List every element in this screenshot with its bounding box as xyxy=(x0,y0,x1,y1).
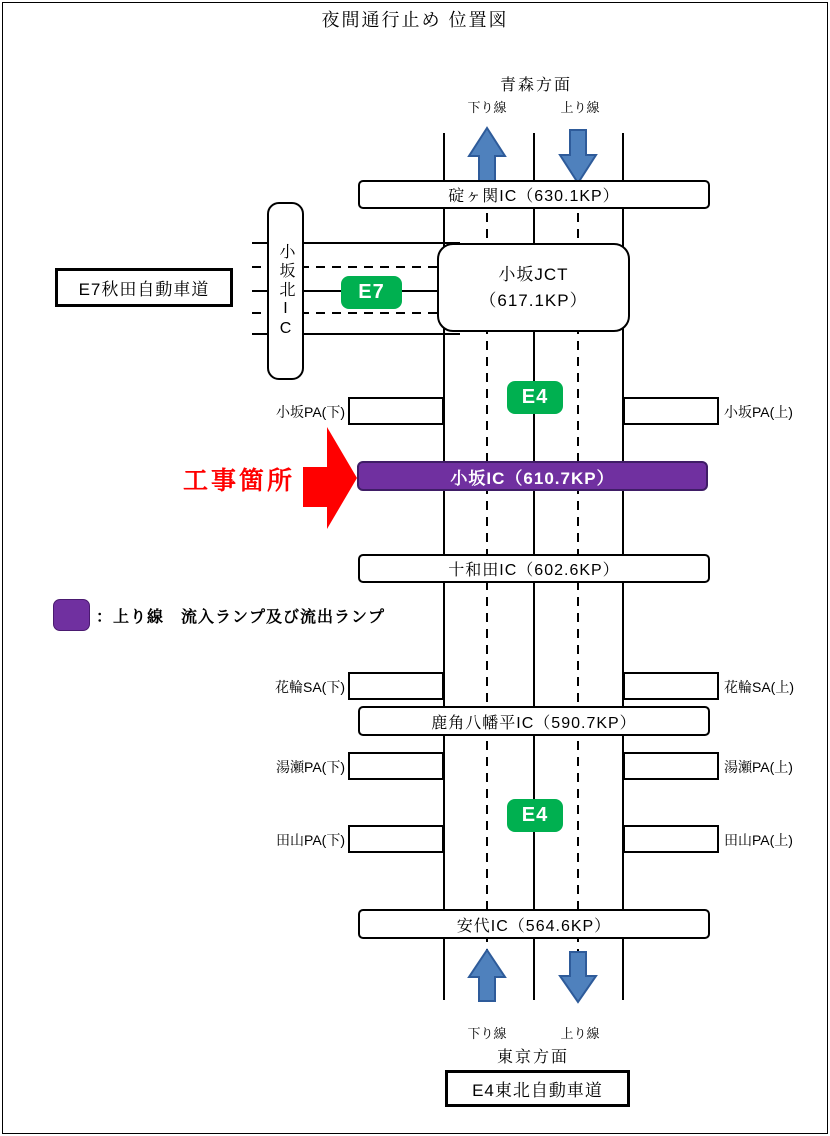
jct-kp: （617.1KP） xyxy=(479,290,588,310)
pa-box-kosaka-up xyxy=(623,397,719,425)
up-arrow-icon-top xyxy=(469,128,505,181)
jct-box-kosaka xyxy=(437,243,630,332)
route-badge-e4-south: E4 xyxy=(507,799,563,832)
top-down-line-label: 下り線 xyxy=(467,100,507,115)
pa-label-tayama-up: 田山PA(上) xyxy=(724,832,793,848)
closed-ic-box-kosaka: 小坂IC（610.7KP） xyxy=(357,461,708,491)
bottom-down-line-label: 下り線 xyxy=(467,1026,507,1041)
pa-label-kosaka-up: 小坂PA(上) xyxy=(724,404,793,420)
up-arrow-icon-bottom xyxy=(469,950,505,1001)
ic-box-kosakakita xyxy=(267,202,304,380)
down-arrow-icon-top xyxy=(560,130,596,183)
pa-box-kosaka-down xyxy=(348,397,444,425)
pa-label-yuze-up: 湯瀬PA(上) xyxy=(724,759,793,775)
route-badge-e7: E7 xyxy=(341,276,402,309)
bottom-up-line-label: 上り線 xyxy=(560,1026,600,1041)
direction-tokyo: 東京方面 xyxy=(496,1049,569,1066)
pa-label-tayama-down: 田山PA(下) xyxy=(276,832,345,848)
legend-closure-swatch xyxy=(53,599,90,631)
pa-box-yuze-down xyxy=(348,752,444,780)
top-up-line-label: 上り線 xyxy=(560,100,600,115)
pa-box-yuze-up xyxy=(623,752,719,780)
ic-box-kazuno-hachimantai: 鹿角八幡平IC（590.7KP） xyxy=(358,706,710,736)
route-badge-e4-north: E4 xyxy=(507,381,563,414)
pa-label-yuze-down: 湯瀬PA(下) xyxy=(276,759,345,775)
ic-box-ikarigaseki: 碇ヶ関IC（630.1KP） xyxy=(358,180,710,209)
pa-box-tayama-down xyxy=(348,825,444,853)
legend-text: ：上り線 流入ランプ及び流出ランプ xyxy=(96,609,386,626)
construction-arrow-icon xyxy=(303,427,357,529)
sa-label-hanawa-down: 花輪SA(下) xyxy=(275,679,345,695)
sa-label-hanawa-up: 花輪SA(上) xyxy=(724,679,794,695)
ic-box-ashiro: 安代IC（564.6KP） xyxy=(358,909,710,939)
ic-box-towada: 十和田IC（602.6KP） xyxy=(358,554,710,583)
page-title: 夜間通行止め 位置図 xyxy=(321,10,509,30)
expressway-box-tohoku: E4東北自動車道 xyxy=(445,1070,630,1107)
sa-box-hanawa-up xyxy=(623,672,719,700)
pa-label-kosaka-down: 小坂PA(下) xyxy=(276,404,345,420)
down-arrow-icon-bottom xyxy=(560,952,596,1002)
expressway-box-akita: E7秋田自動車道 xyxy=(55,268,233,307)
pa-box-tayama-up xyxy=(623,825,719,853)
construction-label: 工事箇所 xyxy=(183,467,296,495)
sa-box-hanawa-down xyxy=(348,672,444,700)
ic-kosakakita-label: 小坂北IC xyxy=(277,242,294,340)
direction-aomori: 青森方面 xyxy=(499,77,572,94)
jct-name: 小坂JCT xyxy=(498,264,569,284)
